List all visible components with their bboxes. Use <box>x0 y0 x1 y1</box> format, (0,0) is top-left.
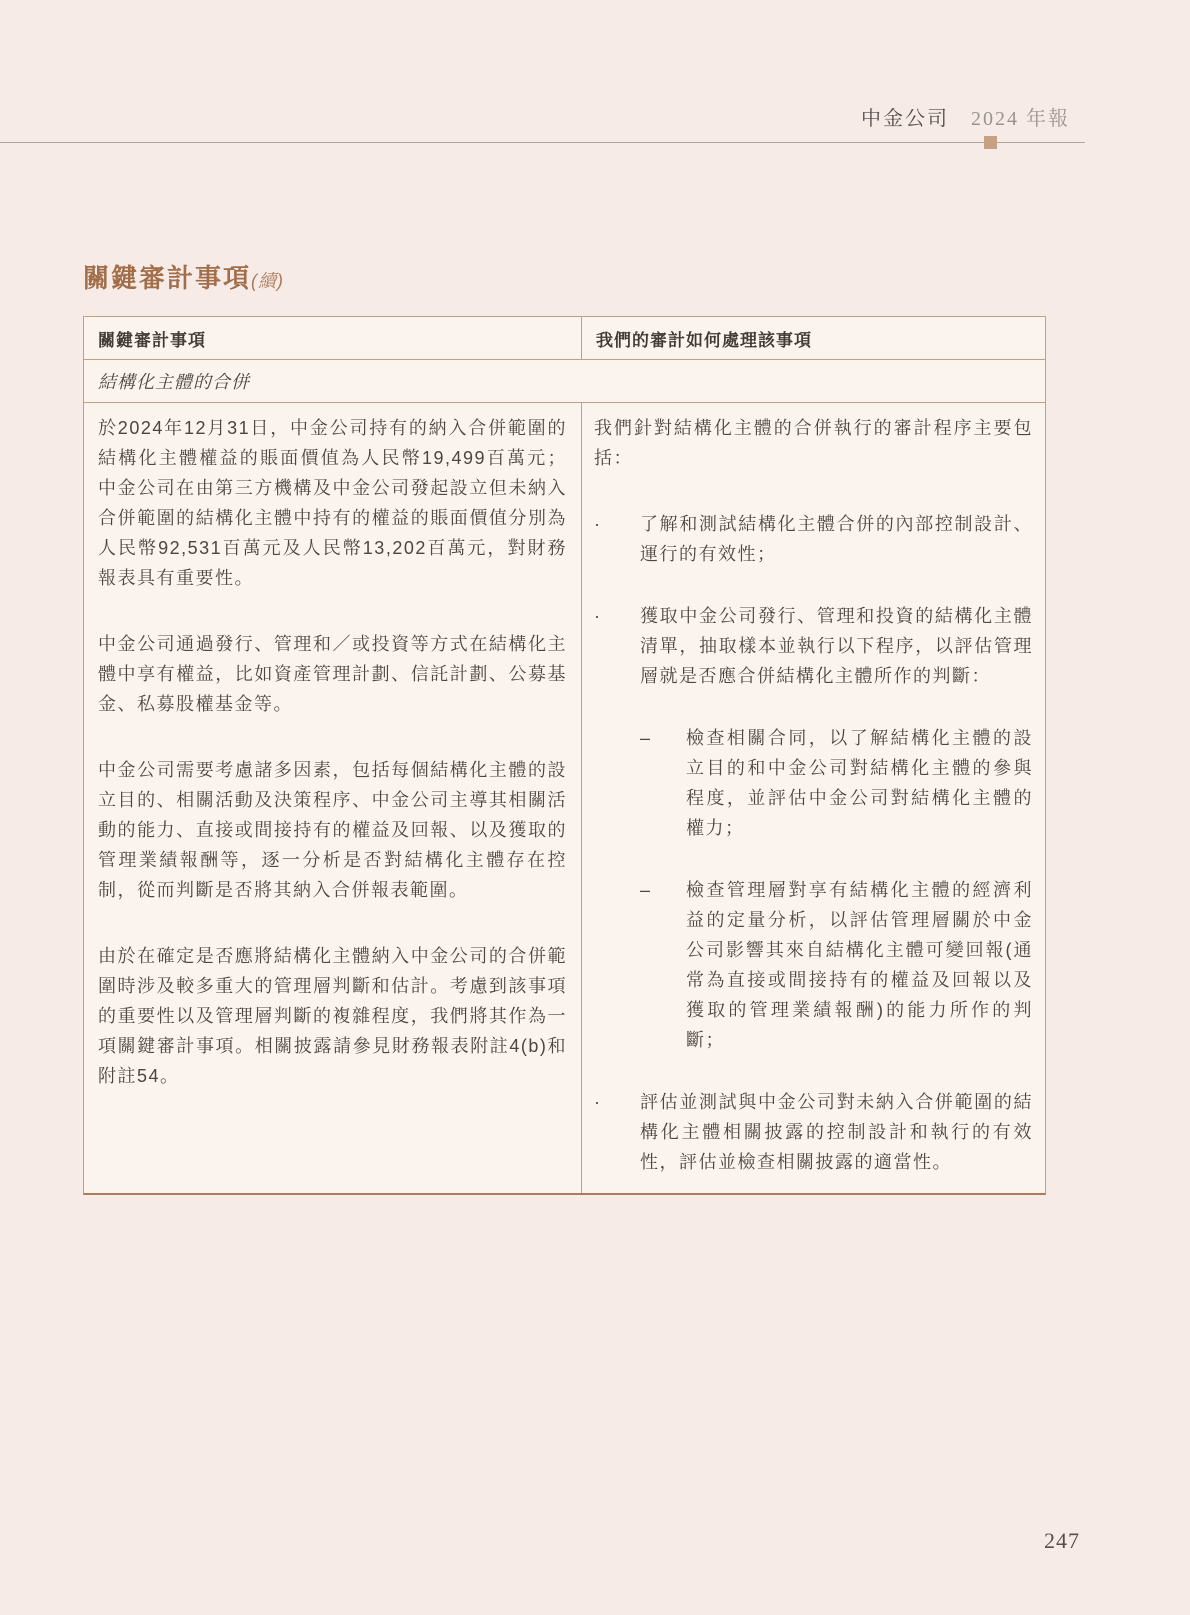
matter-description-cell <box>84 403 582 1193</box>
masthead <box>861 102 1070 131</box>
response-bullet-text: 獲取中金公司發行、管理和投資的結構化主體清單，抽取樣本並執行以下程序，以評估管理層就是否應合併結構化主體所作的判斷： <box>640 606 1033 686</box>
bullet-dot-marker: · <box>594 1092 602 1112</box>
response-bullet <box>594 509 1033 569</box>
bullet-dot-marker: · <box>594 514 602 534</box>
response-bullet-text: 評估並測試與中金公司對未納入合併範圍的結構化主體相關披露的控制設計和執行的有效性，評估並檢查相關披露的適當性。 <box>640 1092 1033 1172</box>
response-bullet <box>594 601 1033 691</box>
header-rule-square <box>984 136 997 149</box>
matter-paragraph: 由於在確定是否應將結構化主體納入中金公司的合併範圍時涉及較多重大的管理層判斷和估計。考慮到該事項的重要性以及管理層判斷的複雜程度，我們將其作為一項關鍵審計事項。相關披露請參見財務報表附註4(b)和附註54。 <box>98 946 567 1086</box>
matter-title-row: 結構化主體的合併 <box>84 360 1045 403</box>
table-header-row <box>84 317 1045 360</box>
bullet-dash-marker: – <box>640 728 652 748</box>
column-header-response: 我們的審計如何處理該事項 <box>582 317 1045 360</box>
response-bullet-text: 了解和測試結構化主體合併的內部控制設計、運行的有效性； <box>640 514 1033 564</box>
page-title-continued: (續) <box>251 271 285 291</box>
response-sub-bullet-text: 檢查管理層對享有結構化主體的經濟利益的定量分析，以評估管理層關於中金公司影響其來自結構化主體可變回報(通常為直接或間接持有的權益及回報以及獲取的管理業績報酬)的能力所作的判斷； <box>686 880 1033 1050</box>
matter-paragraph: 中金公司需要考慮諸多因素，包括每個結構化主體的設立目的、相關活動及決策程序、中金公司主導其相關活動的能力、直接或間接持有的權益及回報、以及獲取的管理業績報酬等，逐一分析是否對結構化主體存在控制，從而判斷是否將其納入合併報表範圍。 <box>98 760 567 900</box>
bullet-dash-marker: – <box>640 880 652 900</box>
company-name: 中金公司 <box>861 108 949 130</box>
response-sub-bullet-text: 檢查相關合同，以了解結構化主體的設立目的和中金公司對結構化主體的參與程度，並評估中金公司對結構化主體的權力； <box>686 728 1033 838</box>
page-title-main: 關鍵審計事項 <box>83 263 252 293</box>
report-edition: 2024 年報 <box>971 108 1070 130</box>
key-audit-matters-table <box>83 316 1046 1195</box>
response-bullet <box>594 1087 1033 1177</box>
page-number: 247 <box>1044 1528 1080 1553</box>
page-title <box>83 258 284 295</box>
table-body-row <box>84 403 1045 1193</box>
bullet-dot-marker: · <box>594 606 602 626</box>
response-sub-bullet <box>640 875 1033 1055</box>
response-intro: 我們針對結構化主體的合併執行的審計程序主要包括： <box>594 418 1033 468</box>
column-header-matter: 關鍵審計事項 <box>84 317 582 360</box>
audit-response-cell <box>582 403 1045 1193</box>
matter-paragraph: 中金公司通過發行、管理和／或投資等方式在結構化主體中享有權益，比如資產管理計劃、信託計劃、公募基金、私募股權基金等。 <box>98 634 567 714</box>
response-sub-bullet <box>640 723 1033 843</box>
matter-paragraph: 於2024年12月31日，中金公司持有的納入合併範圍的結構化主體權益的賬面價值為人民幣19,499百萬元；中金公司在由第三方機構及中金公司發起設立但未納入合併範圍的結構化主體中持有的權益的賬面價值分別為人民幣92,531百萬元及人民幣13,202百萬元，對財務報表具有重要性。 <box>98 418 567 588</box>
header-rule <box>0 142 1085 143</box>
